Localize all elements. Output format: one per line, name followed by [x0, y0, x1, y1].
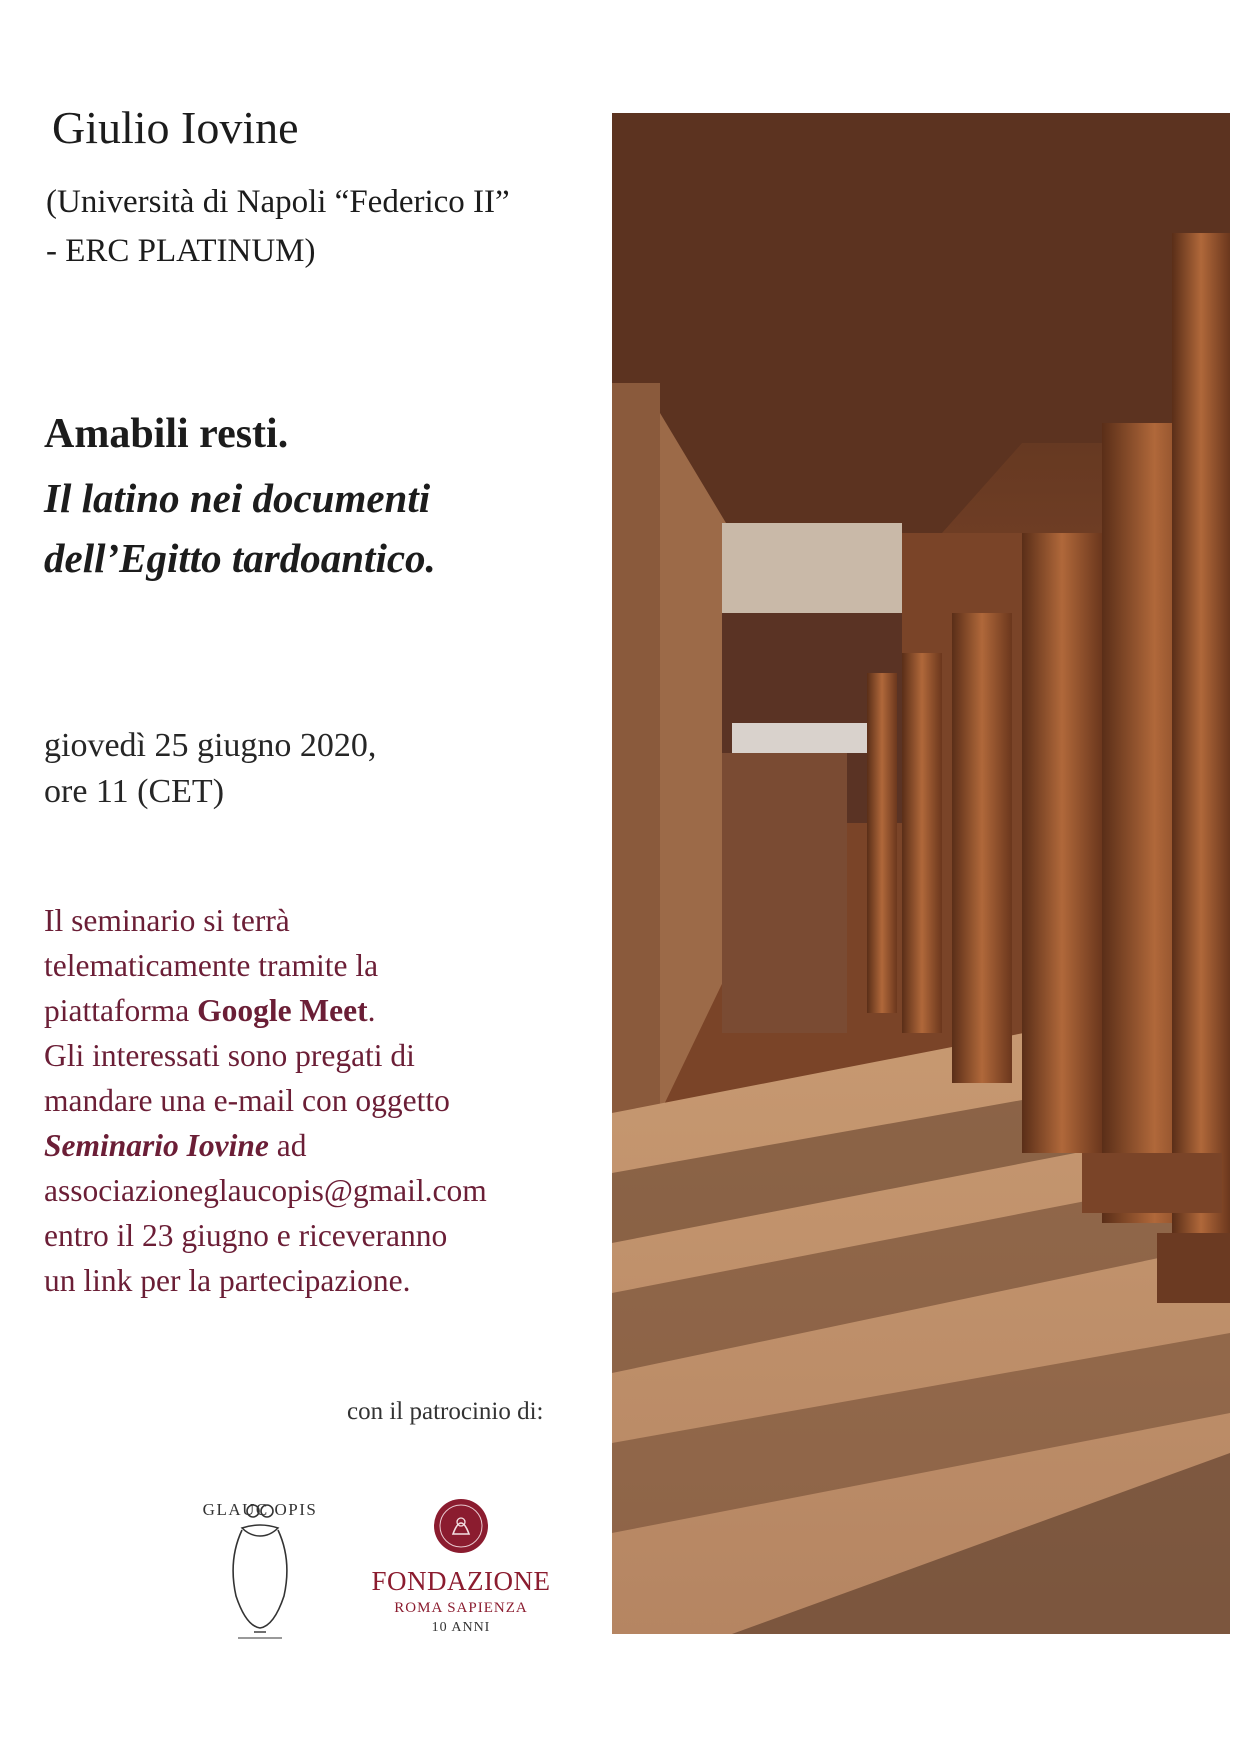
glaucopis-wordmark: GLAUC OPIS	[202, 1500, 318, 1519]
info-line-4: Gli interessati sono pregati di	[44, 1038, 415, 1073]
platform-name: Google Meet	[197, 993, 368, 1028]
event-time: ore 11 (CET)	[44, 773, 225, 810]
info-line-9: un link per la partecipazione.	[44, 1263, 411, 1298]
fondazione-subtitle: ROMA SAPIENZA	[394, 1600, 528, 1616]
subtitle-line-2: dell’Egitto tardoantico.	[44, 535, 436, 581]
fondazione-name: FONDAZIONE	[371, 1566, 551, 1596]
fondazione-logo	[366, 1490, 556, 1640]
sapienza-seal-icon	[431, 1496, 491, 1556]
info-line-8: entro il 23 giugno e riceveranno	[44, 1218, 448, 1253]
event-date: giovedì 25 giugno 2020,	[44, 727, 377, 764]
info-line-5: mandare una e-mail con oggetto	[44, 1083, 450, 1118]
info-line-6-post: ad	[268, 1128, 307, 1163]
email-subject: Seminario Iovine	[44, 1128, 269, 1163]
fondazione-years: 10 ANNI	[431, 1620, 491, 1635]
info-line-6	[44, 1123, 487, 1168]
contact-email[interactable]: associazioneglaucopis@gmail.com	[44, 1173, 487, 1208]
speaker-name: Giulio Iovine	[52, 102, 299, 153]
talk-title: Amabili resti.	[44, 411, 289, 457]
info-line-3	[44, 988, 487, 1033]
speaker-affiliation	[46, 178, 510, 276]
info-line-1: Il seminario si terrà	[44, 903, 290, 938]
info-line-2: telematicamente tramite la	[44, 948, 379, 983]
temple-colonnade-photo	[612, 113, 1230, 1634]
info-line-3-post: .	[367, 993, 376, 1028]
participation-info	[44, 898, 487, 1303]
info-line-3-pre: piattaforma	[44, 993, 198, 1028]
subtitle-line-1: Il latino nei documenti	[44, 475, 431, 521]
affiliation-line-1: (Università di Napoli “Federico II”	[46, 184, 510, 220]
talk-subtitle	[44, 468, 436, 588]
patronage-label: con il patrocinio di:	[347, 1398, 544, 1425]
glaucopis-logo	[198, 1500, 322, 1640]
event-schedule	[44, 723, 376, 815]
affiliation-line-2: - ERC PLATINUM)	[46, 233, 316, 269]
owl-icon	[198, 1500, 322, 1640]
